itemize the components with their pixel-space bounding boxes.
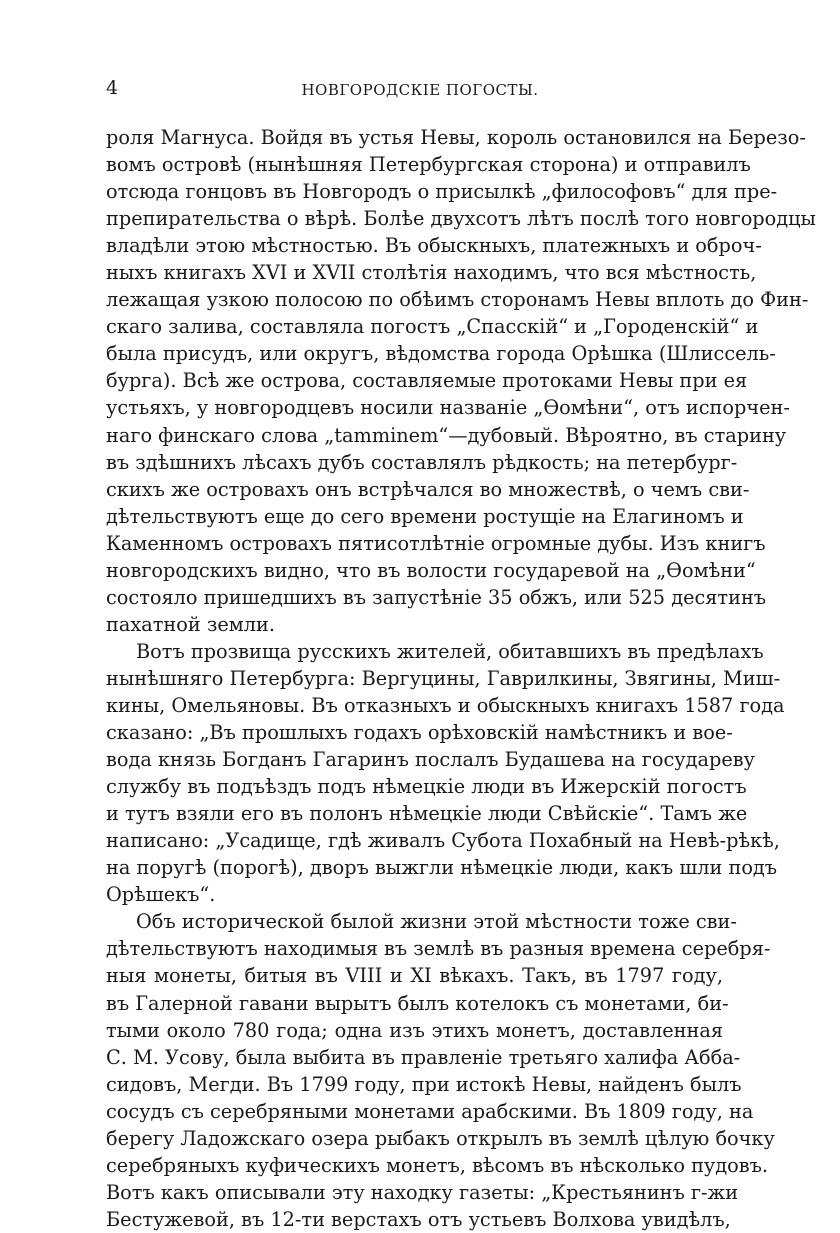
text-line: состояло пришедшихъ въ запустѣніе 35 обжъ, или 525 десятинъ: [106, 585, 767, 609]
text-line: новгородскихъ видно, что въ волости государевой на „Ѳомѣни“: [106, 558, 756, 582]
text-line: лежащая узкою полосою по обѣимъ сторонамъ Невы вплоть до Фин-: [106, 288, 809, 312]
running-title: НОВГОРОДСКІЕ ПОГОСТЫ.: [301, 81, 539, 99]
text-line: ныя монеты, битыя въ VIII и XI вѣкахъ. Такъ, въ 1797 году,: [106, 964, 723, 988]
text-line: тыми около 780 года; одна изъ этихъ монетъ, доставленная: [106, 1018, 723, 1042]
text-line: наго финскаго слова „tamminem“—дубовый. Вѣроятно, въ старину: [106, 423, 787, 447]
text-line: берегу Ладожскаго озера рыбакъ открылъ въ землѣ цѣлую бочку: [106, 1126, 775, 1150]
text-line: службу въ подъѣздъ подъ нѣмецкіе люди въ Ижерскій погостъ: [106, 775, 747, 799]
text-line: дѣтельствуютъ еще до сего времени ростущіе на Елагиномъ и: [106, 504, 744, 528]
text-line: вомъ островѣ (нынѣшняя Петербургская сторона) и отправилъ: [106, 153, 751, 177]
text-line: пахатной земли.: [106, 612, 275, 636]
page-number: 4: [106, 77, 119, 99]
text-line: сидовъ, Мегди. Въ 1799 году, при истокѣ Невы, найденъ былъ: [106, 1072, 742, 1096]
text-line: на поругѣ (порогѣ), дворъ выжгли нѣмецкіе люди, какъ шли подъ: [106, 856, 778, 880]
text-line: С. М. Усову, была выбита въ правленіе третьяго халифа Абба-: [106, 1045, 741, 1069]
text-line: Бестужевой, въ 12-ти верстахъ отъ устьевъ Волхова увидѣлъ,: [106, 1207, 731, 1231]
text-line: Объ исторической былой жизни этой мѣстности тоже сви-: [136, 910, 737, 934]
text-line: въ здѣшнихъ лѣсахъ дубъ составлялъ рѣдкость; на петербург-: [106, 450, 738, 474]
text-line: кины, Омельяновы. Въ отказныхъ и обыскныхъ книгахъ 1587 года: [106, 693, 785, 717]
text-line: скаго залива, составляла погостъ „Спасскій“ и „Городенскій“ и: [106, 315, 759, 339]
text-line: ныхъ книгахъ XVI и XVII столѣтія находимъ, что вся мѣстность,: [106, 261, 757, 285]
text-line: и тутъ взяли его въ полонъ нѣмецкіе люди Свѣйскіе“. Тамъ же: [106, 802, 748, 826]
text-line: сосудъ съ серебряными монетами арабскими. Въ 1809 году, на: [106, 1099, 754, 1123]
text-line: нынѣшняго Петербурга: Вергуцины, Гаврилкины, Звягины, Миш-: [106, 666, 781, 690]
text-line: сказано: „Въ прошлыхъ годахъ орѣховскій намѣстникъ и вое-: [106, 721, 733, 745]
text-line: владѣли этою мѣстностью. Въ обыскныхъ, платежныхъ и оброч-: [106, 234, 762, 258]
text-line: отсюда гонцовъ въ Новгородъ о присылкѣ „философовъ“ для пре-: [106, 180, 778, 204]
text-line: бурга). Всѣ же острова, составляемые протоками Невы при ея: [106, 369, 748, 393]
text-line: вода князь Богданъ Гагаринъ послалъ Будашева на государеву: [106, 748, 755, 772]
text-line: устьяхъ, у новгородцевъ носили названіе „Ѳомѣни“, отъ испорчен-: [106, 396, 790, 420]
body-text: [106, 124, 816, 1233]
text-line: Вотъ прозвища русскихъ жителей, обитавшихъ въ предѣлахъ: [136, 639, 764, 663]
text-line: препирательства о вѣрѣ. Болѣе двухсотъ лѣтъ послѣ того новгородцы: [106, 207, 816, 231]
text-line: въ Галерной гавани вырытъ былъ котелокъ съ монетами, би-: [106, 991, 729, 1015]
text-line: серебряныхъ куфическихъ монетъ, вѣсомъ въ нѣсколько пудовъ.: [106, 1153, 769, 1177]
text-line: роля Магнуса. Войдя въ устья Невы, король остановился на Березо-: [106, 126, 806, 149]
text-line: Орѣшекъ“.: [106, 883, 216, 907]
text-line: была присудъ, или округъ, вѣдомства города Орѣшка (Шлиссель-: [106, 342, 776, 366]
text-line: Каменномъ островахъ пятисотлѣтніе огромные дубы. Изъ книгъ: [106, 531, 766, 555]
text-line: написано: „Усадище, гдѣ живалъ Субота Похабный на Невѣ-рѣкѣ,: [106, 829, 780, 853]
text-line: скихъ же островахъ онъ встрѣчался во множествѣ, о чемъ сви-: [106, 477, 750, 501]
text-line: Вотъ какъ описывали эту находку газеты: „Крестьянинъ г-жи: [106, 1180, 739, 1204]
text-line: дѣтельствуютъ находимыя въ землѣ въ разныя времена серебря-: [106, 937, 771, 961]
